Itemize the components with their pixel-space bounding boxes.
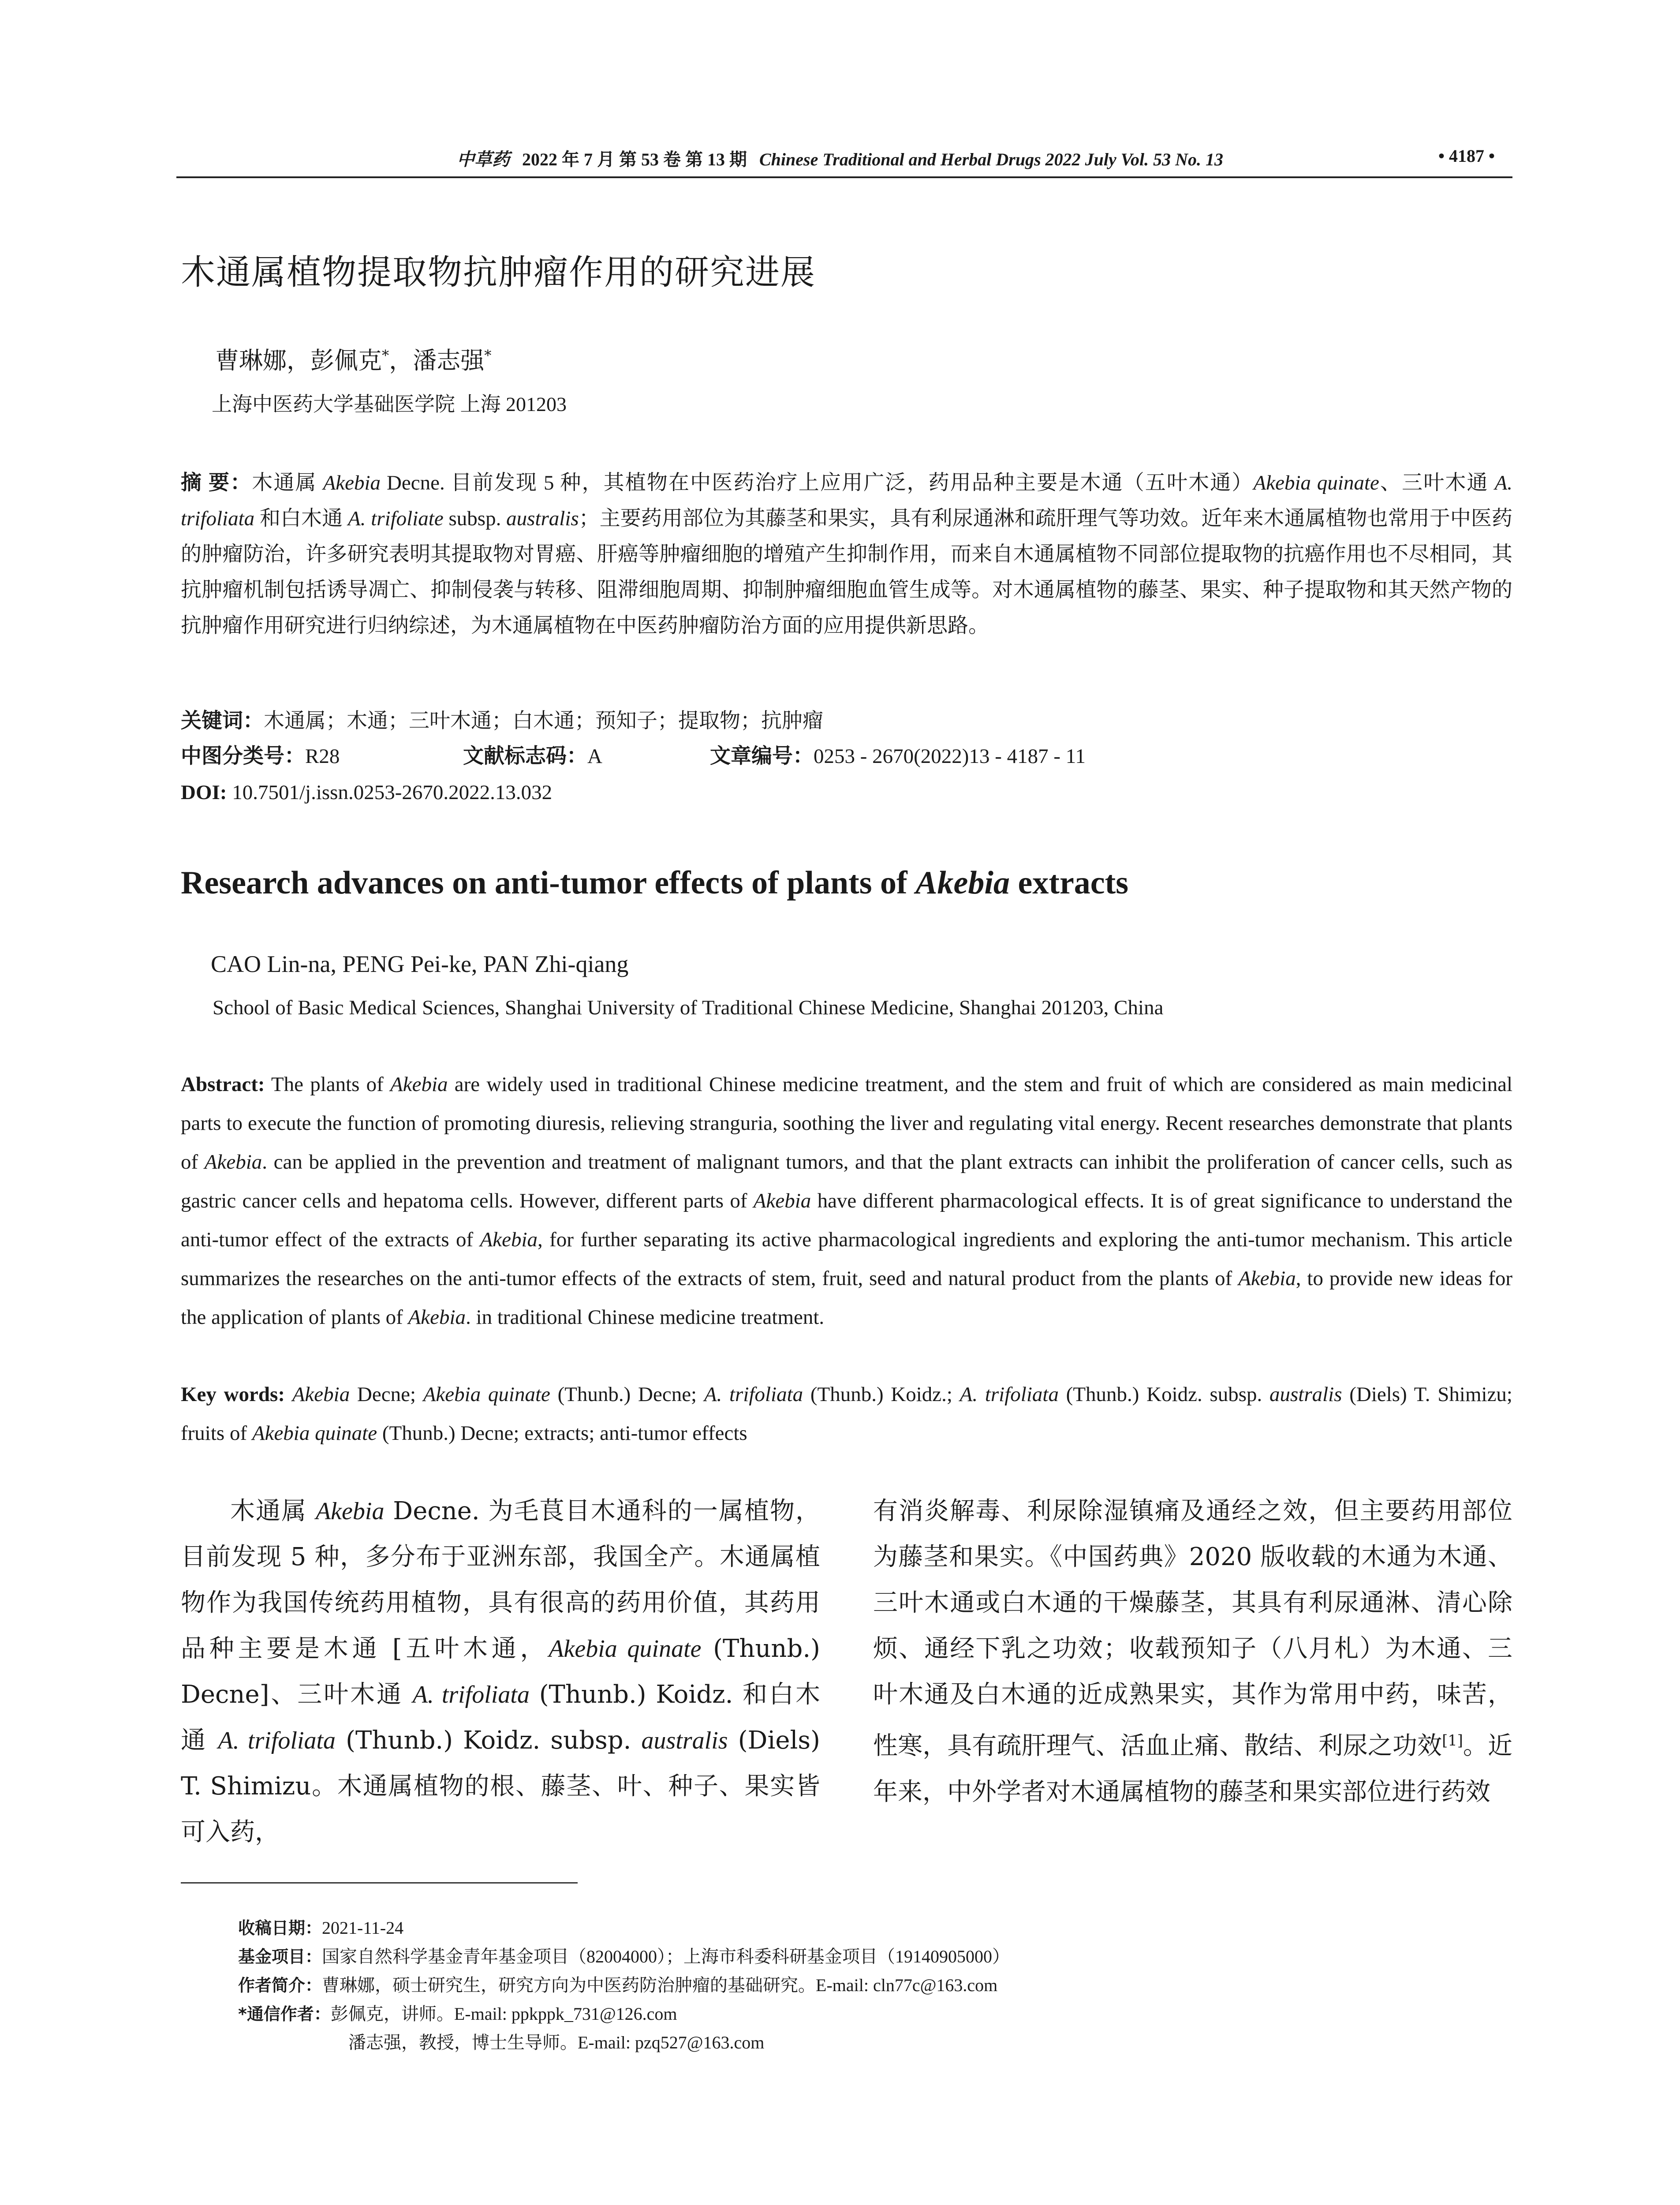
- corr-label: *通信作者：: [238, 2004, 331, 2024]
- affiliation-cn: 上海中医药大学基础医学院 上海 201203: [212, 393, 567, 415]
- received-label: 收稿日期：: [238, 1918, 322, 1938]
- article-no-value: 0253 - 2670(2022)13 - 4187 - 11: [814, 745, 1086, 768]
- authors-en: CAO Lin-na, PENG Pei-ke, PAN Zhi-qiang: [211, 951, 629, 977]
- doi-label: DOI:: [181, 781, 227, 804]
- journal-logo: 中草药: [457, 149, 510, 169]
- abstract-en: Abstract: The plants of Akebia are widely used in traditional Chinese medicine treatment, and the stem and fruit of which are considered as main medicinal parts to execute the function of promoting diuresis, relieving stranguria, soothing the liver and regulating vital energy. Recent researches demonstrate that plants of Akebia. can be applied in the prevention and treatment of malignant tumors, and that the plant extracts can inhibit the proliferation of cancer cells, such as gastric cancer cells and hepatoma cells. However, different parts of Akebia have different pharmacological effects. It is of great significance to understand the anti-tumor effect of the extracts of Akebia, for further separating its active pharmacological ingredients and exploring the anti-tumor mechanism. This article summarizes the researches on the anti-tumor effects of the extracts of stem, fruit, seed and natural product from the plants of Akebia, to provide new ideas for the application of plants of Akebia. in traditional Chinese medicine treatment.: [181, 1073, 1513, 1329]
- running-header: [176, 146, 1504, 176]
- citation-1[interactable]: [1]: [1442, 1732, 1463, 1749]
- clc-value: R28: [305, 745, 340, 768]
- keywords-en: Key words: Akebia Decne; Akebia quinate (Thunb.) Decne; A. trifoliata (Thunb.) Koidz.; A. trifoliata (Thunb.) Koidz. subsp. australis (Diels) T. Shimizu; fruits of Akebia quinate (Thunb.) Decne; extracts; anti-tumor effects: [181, 1383, 1512, 1445]
- article-no-label: 文章编号：: [710, 745, 814, 768]
- footnote-rule: [181, 1882, 578, 1884]
- author-value: 曹琳娜，硕士研究生，研究方向为中医药防治肿瘤的基础研究。E-mail: cln77c@163.com: [322, 1975, 998, 1995]
- corr-value-2: 潘志强，教授，博士生导师。E-mail: pzq527@163.com: [348, 2033, 765, 2052]
- header-rule: [176, 176, 1512, 178]
- fund-label: 基金项目：: [238, 1947, 322, 1966]
- doi-value[interactable]: 10.7501/j.issn.0253-2670.2022.13.032: [232, 781, 553, 804]
- authors-cn: 曹琳娜，彭佩克*，潘志强*: [215, 347, 492, 374]
- page-number: • 4187 •: [1438, 146, 1495, 166]
- abstract-cn-label: 摘 要：: [181, 471, 252, 494]
- corr-value-1: 彭佩克，讲师。E-mail: ppkppk_731@126.com: [330, 2004, 677, 2024]
- title-cn: 木通属植物提取物抗肿瘤作用的研究进展: [181, 253, 816, 292]
- keywords-cn-label: 关键词：: [181, 710, 264, 733]
- journal-line: [176, 146, 1504, 171]
- doc-code-value: A: [587, 745, 602, 768]
- doi-line: [181, 775, 1512, 811]
- footnote-fund: [238, 1943, 1010, 1971]
- title-en: Research advances on anti-tumor effects of plants of Akebia extracts: [181, 865, 1129, 901]
- abstract-cn: 摘 要：木通属 Akebia Decne. 目前发现 5 种，其植物在中医药治疗上应用广泛，药用品种主要是木通（五叶木通）Akebia quinate、三叶木通 A. trifoliata 和白木通 A. trifoliate subsp. australis；主要药用部位为其藤茎和果实，具有利尿通淋和疏肝理气等功效。近年来木通属植物也常用于中医药的肿瘤防治，许多研究表明其提取物对胃癌、肝癌等肿瘤细胞的增殖产生抑制作用，而来自木通属植物不同部位提取物的抗癌作用也不尽相同，其抗肿瘤机制包括诱导凋亡、抑制侵袭与转移、阻滞细胞周期、抑制肿瘤细胞血管生成等。对木通属植物的藤茎、果实、种子提取物和其天然产物的抗肿瘤作用研究进行归纳综述，为木通属植物在中医药肿瘤防治方面的应用提供新思路。: [181, 471, 1513, 637]
- footnote-author: [238, 1971, 997, 1999]
- issue-cn: 2022 年 7 月 第 53 卷 第 13 期: [522, 149, 747, 169]
- body-left-column: 木通属 Akebia Decne. 为毛茛目木通科的一属植物，目前发现 5 种，多分布于亚洲东部，我国全产。木通属植物作为我国传统药用植物，具有很高的药用价值，其药用品种主要是木通 [五叶木通，Akebia quinate (Thunb.) Decne]、三叶木通 A. trifoliata (Thunb.) Koidz. 和白木通 A. trifoliata (Thunb.) Koidz. subsp. australis (Diels) T. Shimizu。木通属植物的根、藤茎、叶、种子、果实皆可入药，: [181, 1497, 820, 1846]
- affiliation-en: School of Basic Medical Sciences, Shanghai University of Traditional Chinese Medicine, Shanghai 201203, China: [213, 996, 1164, 1019]
- author-label: 作者简介：: [238, 1976, 322, 1995]
- keywords-cn: [181, 703, 1512, 739]
- clc-label: 中图分类号：: [181, 745, 305, 768]
- footnote-received: [238, 1914, 403, 1942]
- doc-code-label: 文献标志码：: [463, 745, 587, 768]
- fund-value: 国家自然科学基金青年基金项目（82004000）；上海市科委科研基金项目（19140905000）: [322, 1947, 1010, 1966]
- classification-line: [181, 739, 1512, 774]
- keywords-cn-text: 木通属；木通；三叶木通；白木通；预知子；提取物；抗肿瘤: [264, 710, 823, 733]
- abstract-en-label: Abstract:: [181, 1073, 265, 1096]
- received-value: 2021-11-24: [322, 1918, 404, 1938]
- footnote-corresponding-2: [348, 2029, 764, 2057]
- journal-en: Chinese Traditional and Herbal Drugs 2022 July Vol. 53 No. 13: [759, 149, 1223, 169]
- keywords-en-label: Key words:: [181, 1383, 285, 1406]
- footnote-corresponding: [238, 2000, 677, 2028]
- body-right-column: 有消炎解毒、利尿除湿镇痛及通经之效，但主要药用部位为藤茎和果实。《中国药典》2020 版收载的木通为木通、三叶木通或白木通的干燥藤茎，其具有利尿通淋、清心除烦、通经下乳之功效；收载预知子（八月札）为木通、三叶木通及白木通的近成熟果实，其作为常用中药，味苦，性寒，具有疏肝理气、活血止痛、散结、利尿之功效[1]。近年来，中外学者对木通属植物的藤茎和果实部位进行药效: [873, 1497, 1513, 1806]
